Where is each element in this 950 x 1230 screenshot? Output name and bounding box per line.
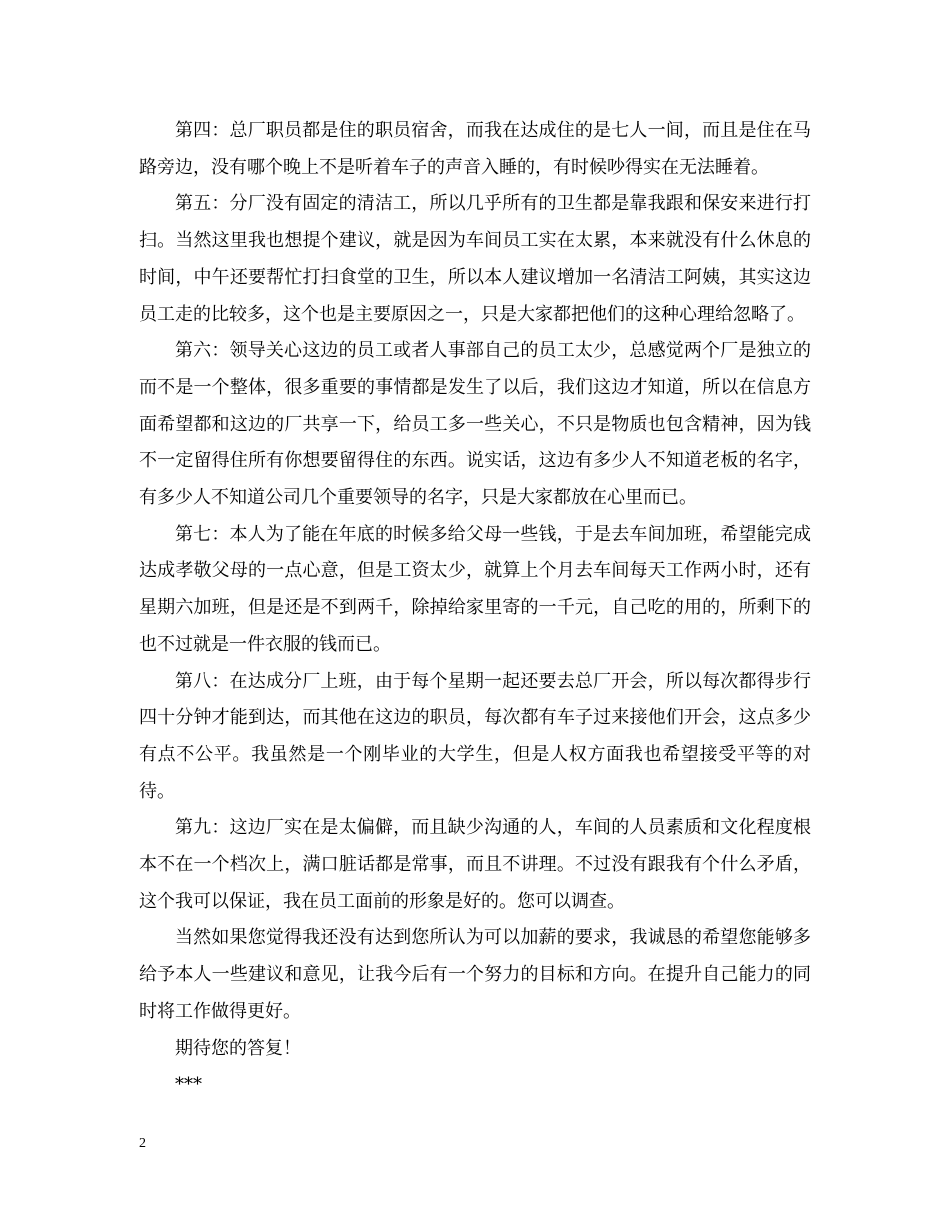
paragraph-eighth: 第八：在达成分厂上班，由于每个星期一起还要去总厂开会，所以每次都得步行四十分钟才能到达，而其他在这边的职员，每次都有车子过来接他们开会，这点多少有点不公平。我虽然是一个刚毕业的大学生，但是人权方面我也希望接受平等的对待。 xyxy=(139,670,811,802)
paragraph-sixth: 第六：领导关心这边的员工或者人事部自己的员工太少，总感觉两个厂是独立的而不是一个整体，很多重要的事情都是发生了以后，我们这边才知道，所以在信息方面希望都和这边的厂共享一下，给员工多一些关心，不只是物质也包含精神，因为钱不一定留得住所有你想要留得住的东西。说实话，这边有多少人不知道老板的名字，有多少人不知道公司几个重要领导的名字，只是大家都放在心里而已。 xyxy=(139,340,811,509)
paragraph-seventh: 第七：本人为了能在年底的时候多给父母一些钱，于是去车间加班，希望能完成达成孝敬父母的一点心意，但是工资太少，就算上个月去车间每天工作两小时，还有星期六加班，但是还是不到两千，除掉给家里寄的一千元，自己吃的用的，所剩下的也不过就是一件衣服的钱而已。 xyxy=(139,523,811,655)
signature-placeholder: *** xyxy=(175,1074,202,1096)
paragraph-ninth: 第九：这边厂实在是太偏僻，而且缺少沟通的人，车间的人员素质和文化程度根本不在一个档次上，满口脏话都是常事，而且不讲理。不过没有跟我有个什么矛盾，这个我可以保证，我在员工面前的形象是好的。您可以调查。 xyxy=(139,817,811,912)
paragraph-fourth: 第四：总厂职员都是住的职员宿舍，而我在达成住的是七人一间，而且是住在马路旁边，没有哪个晚上不是听着车子的声音入睡的，有时候吵得实在无法睡着。 xyxy=(139,120,811,178)
page-number: 2 xyxy=(139,1136,146,1151)
document-body xyxy=(139,113,811,1104)
paragraph-closing-request: 当然如果您觉得我还没有达到您所认为可以加薪的要求，我诚恳的希望您能够多给予本人一些建议和意见，让我今后有一个努力的目标和方向。在提升自己能力的同时将工作做得更好。 xyxy=(139,927,811,1022)
paragraph-awaiting-reply: 期待您的答复！ xyxy=(175,1037,301,1059)
paragraph-fifth: 第五：分厂没有固定的清洁工，所以几乎所有的卫生都是靠我跟和保安来进行打扫。当然这里我也想提个建议，就是因为车间员工实在太累，本来就没有什么休息的时间，中午还要帮忙打扫食堂的卫生，所以本人建议增加一名清洁工阿姨，其实这边员工走的比较多，这个也是主要原因之一，只是大家都把他们的这种心理给忽略了。 xyxy=(139,193,811,325)
